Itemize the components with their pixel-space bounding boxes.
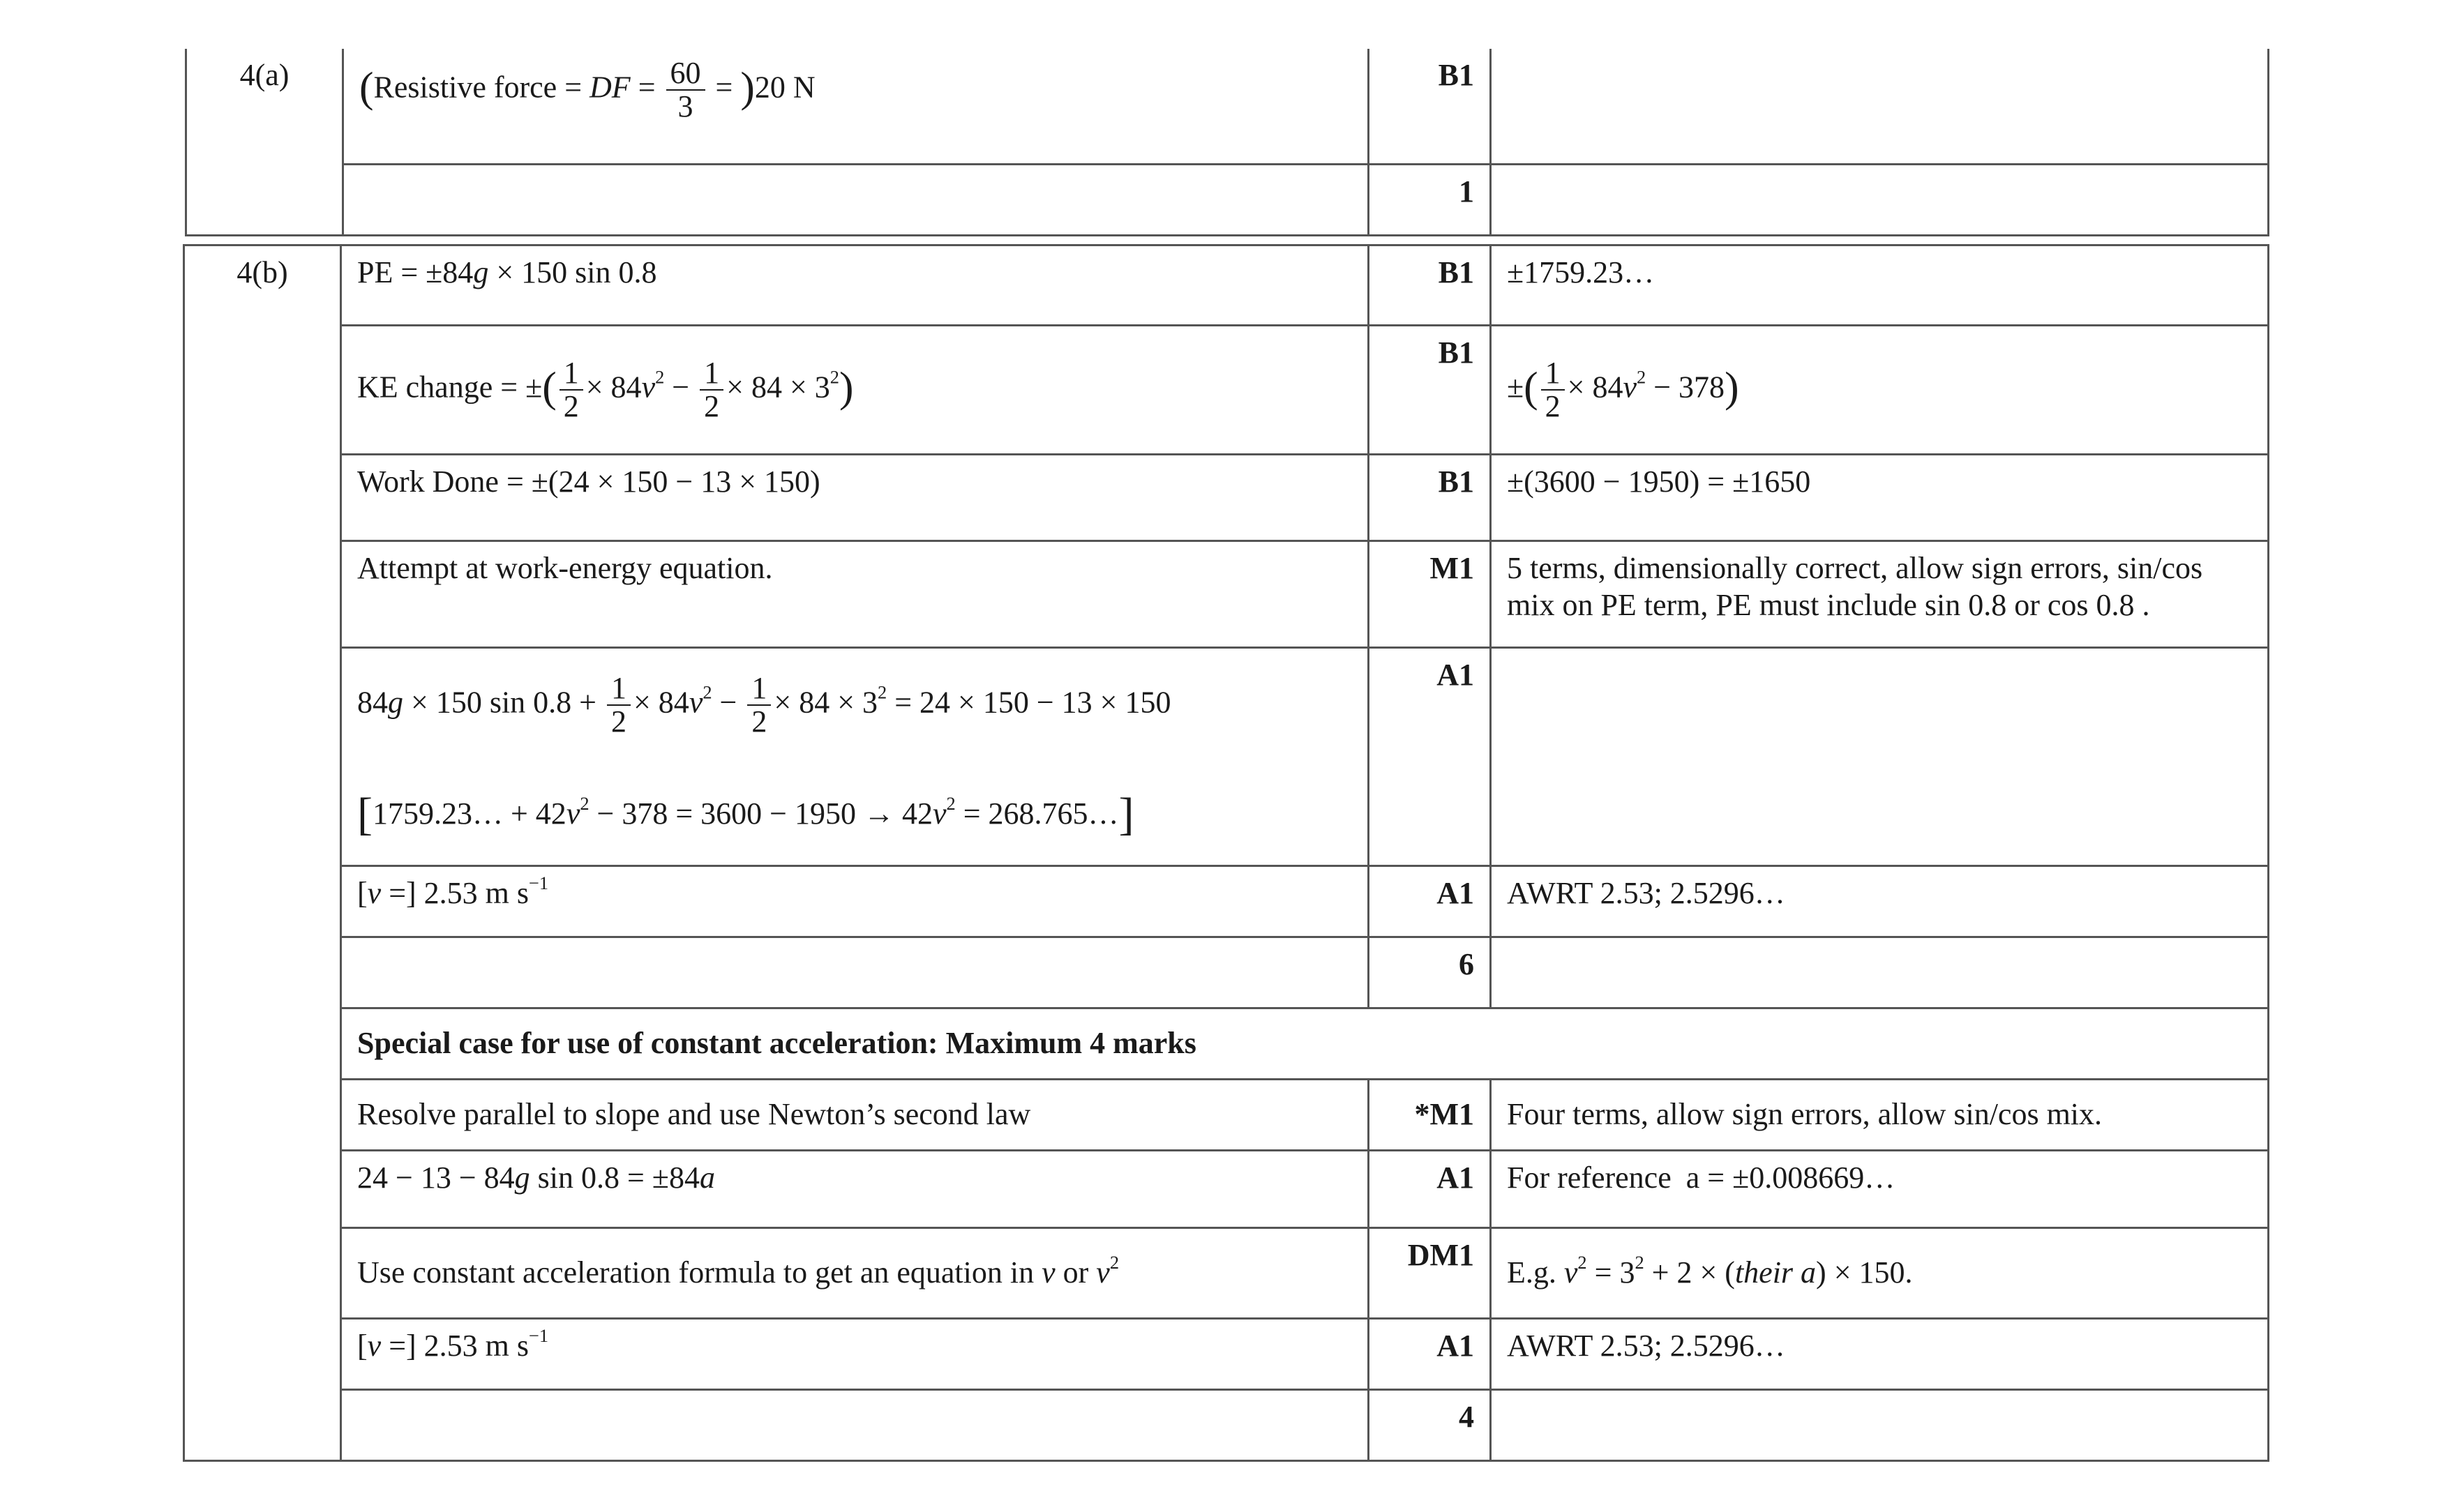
- answer-cell: [341, 937, 1369, 1008]
- guidance-cell: AWRT 2.53; 2.5296…: [1491, 866, 2269, 937]
- guidance-cell: [1491, 1151, 2269, 1228]
- total-mark: 4: [1369, 1390, 1491, 1461]
- guidance-cell: [1491, 49, 2269, 164]
- mark-cell: B1: [1369, 326, 1491, 455]
- guidance-cell: [1491, 164, 2269, 235]
- guidance-cell: ±1759.23…: [1491, 245, 2269, 326]
- answer-cell: Use constant acceleration formula to get an equation in v or $v^2$: [341, 1228, 1369, 1319]
- mark-cell: B1: [1369, 455, 1491, 541]
- mark-cell: B1: [1369, 49, 1491, 164]
- ke-label: KE change: [357, 370, 493, 405]
- question-number: 4(b): [184, 245, 341, 1461]
- mark-cell: B1: [1369, 245, 1491, 326]
- answer-cell: [v =] 2.53 m $s^{-1}$: [341, 1319, 1369, 1390]
- question-number: 4(a): [186, 49, 343, 235]
- guidance-cell: ±(3600 − 1950) = ±1650: [1491, 455, 2269, 541]
- answer-cell: 84g × 150 sin 0.8 + $\frac{1}{2}$ × $84v^2$ − $\frac{1}{2}$ × $84 \times 3^2 = 24 \times 150 - 13 \times 150$ [1759.23… + $42v^2 - 378 = 3600 - 1950 \to 42v^2$ = 268.765…]: [341, 648, 1369, 866]
- answer-cell: Attempt at work-energy equation.: [341, 541, 1369, 648]
- mark-cell: A1: [1369, 648, 1491, 866]
- answer-cell: Resolve parallel to slope and use Newton’s second law: [341, 1080, 1369, 1151]
- answer-cell: [343, 164, 1369, 235]
- answer-cell: [341, 1390, 1369, 1461]
- answer-cell: PE = ±84g × 150 sin 0.8: [341, 245, 1369, 326]
- reference-value: a = ±0.008669…: [1685, 1161, 1895, 1195]
- answer-cell: (Resistive force = DF = $\frac{60}{3}$ = )20 N: [343, 49, 1369, 164]
- mark-cell: DM1: [1369, 1228, 1491, 1319]
- mark-cell: A1: [1369, 1319, 1491, 1390]
- mark-cell: *M1: [1369, 1080, 1491, 1151]
- special-case-heading: Special case for use of constant acceleration: Maximum 4 marks: [341, 1008, 2269, 1080]
- guidance-cell: [1491, 937, 2269, 1008]
- guidance-cell: 5 terms, dimensionally correct, allow sign errors, sin/cos mix on PE term, PE must include sin 0.8 or cos 0.8 .: [1491, 541, 2269, 648]
- mark-scheme-part-a: [185, 49, 2269, 236]
- mark-scheme-part-b: [183, 244, 2269, 1462]
- mark-cell: A1: [1369, 866, 1491, 937]
- guidance-cell: [1491, 648, 2269, 866]
- answer-cell: [v =] 2.53 m $s^{-1}$: [341, 866, 1369, 937]
- guidance-cell: Four terms, allow sign errors, allow sin/cos mix.: [1491, 1080, 2269, 1151]
- guidance-cell: ±( $\frac{1}{2}$ × $84v^2 - 378$): [1491, 326, 2269, 455]
- guidance-cell: AWRT 2.53; 2.5296…: [1491, 1319, 2269, 1390]
- const-acc-text: Use constant acceleration formula to get an equation in: [357, 1255, 1035, 1290]
- answer-cell: Work Done = ±(24 × 150 − 13 × 150): [341, 455, 1369, 541]
- mark-cell: A1: [1369, 1151, 1491, 1228]
- wd-label: Work Done: [357, 464, 499, 499]
- total-mark: 1: [1369, 164, 1491, 235]
- guidance-cell: E.g. $v^2 = 3^2 + 2$ × (their a) × 150.: [1491, 1228, 2269, 1319]
- reference-prefix: For reference: [1507, 1161, 1672, 1195]
- total-mark: 6: [1369, 937, 1491, 1008]
- answer-cell: 24 − 13 − 84g sin 0.8 = ±84a: [341, 1151, 1369, 1228]
- answer-cell: KE change = ±( $\frac{1}{2}$ × $84v^2$ − $\frac{1}{2}$ × $84 \times 3^2$): [341, 326, 1369, 455]
- eg-prefix: E.g.: [1507, 1255, 1556, 1290]
- guidance-cell: [1491, 1390, 2269, 1461]
- mark-cell: M1: [1369, 541, 1491, 648]
